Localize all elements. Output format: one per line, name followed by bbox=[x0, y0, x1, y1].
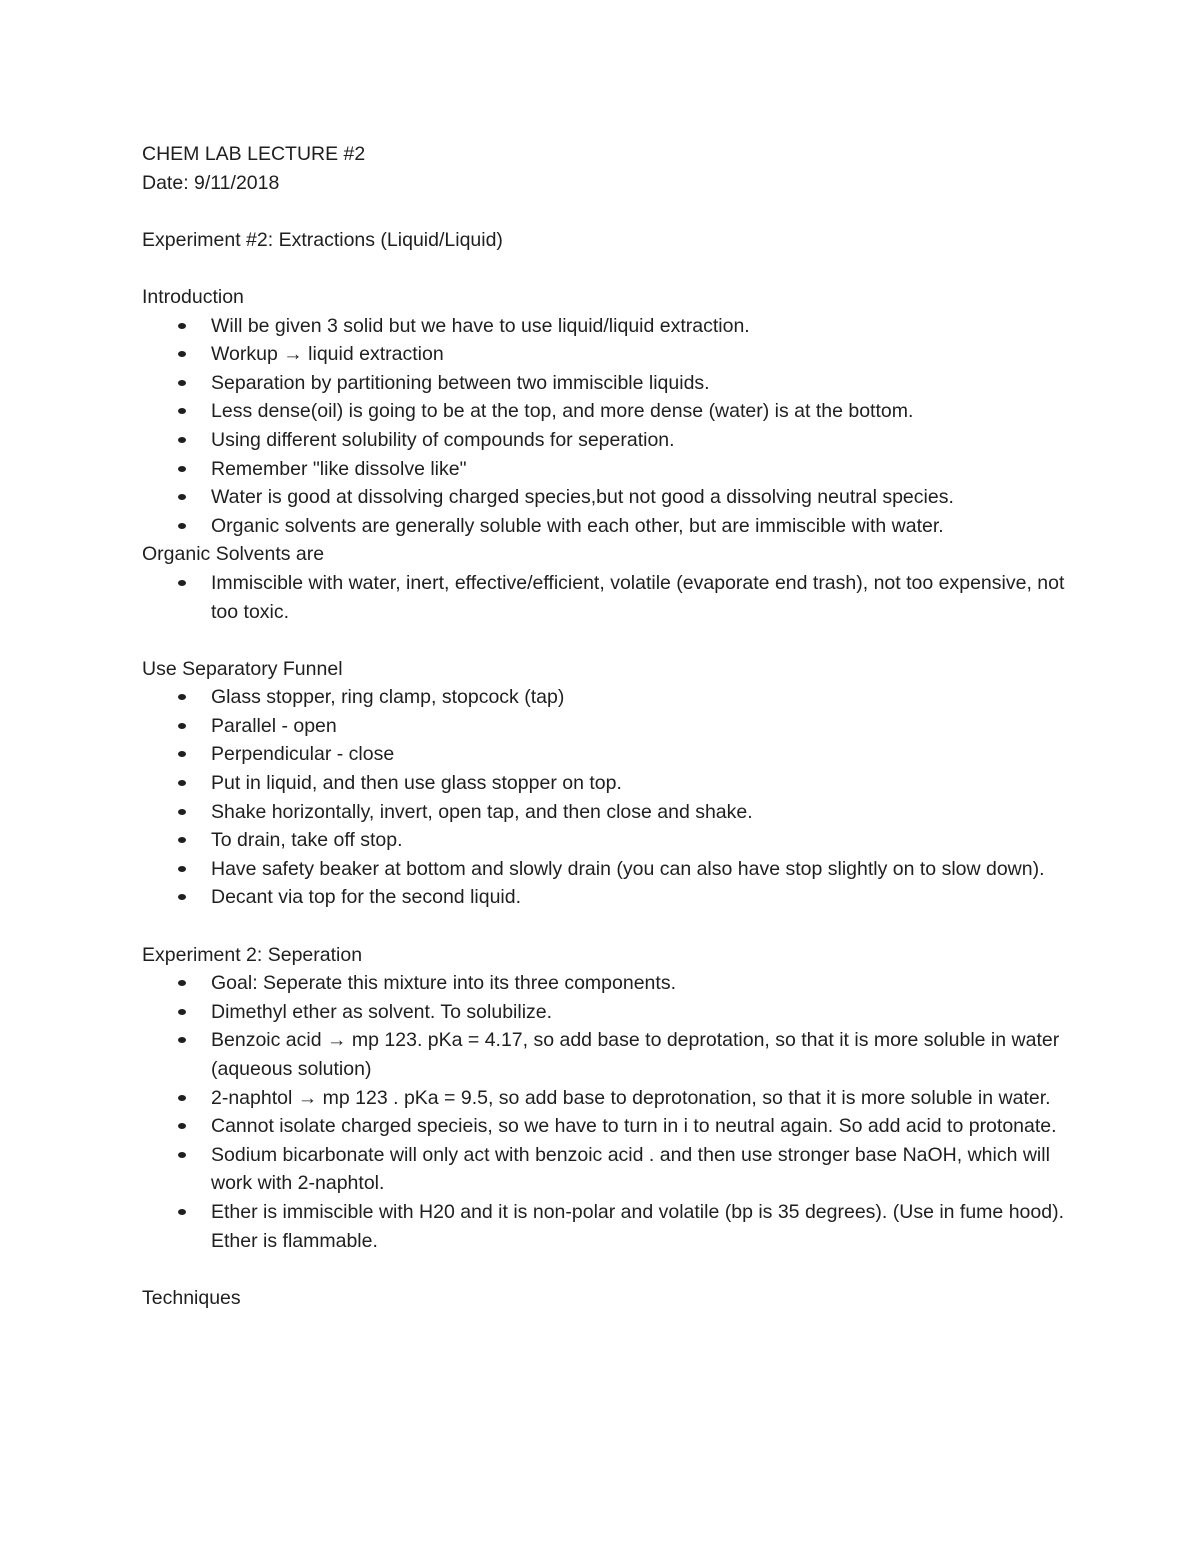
list-item: Benzoic acid → mp 123. pKa = 4.17, so add base to deprotation, so that it is more soluble in water (aqueous solution) bbox=[142, 1026, 1082, 1083]
separatory-funnel-list bbox=[142, 683, 1082, 912]
list-item: 2-naphtol → mp 123 . pKa = 9.5, so add base to deprotonation, so that it is more soluble in water. bbox=[142, 1084, 1082, 1113]
organic-solvents-heading: Organic Solvents are bbox=[142, 543, 325, 566]
list-item: Dimethyl ether as solvent. To solubilize. bbox=[142, 998, 1082, 1027]
bullet-icon bbox=[178, 466, 186, 472]
bullet-icon bbox=[178, 351, 186, 357]
list-item: Parallel - open bbox=[142, 712, 1082, 741]
bullet-icon bbox=[178, 1123, 186, 1129]
spacer bbox=[142, 1255, 1082, 1284]
bullet-icon bbox=[178, 580, 186, 586]
techniques-heading: Techniques bbox=[142, 1286, 241, 1309]
list-item: Put in liquid, and then use glass stopper on top. bbox=[142, 769, 1082, 798]
document-page bbox=[142, 140, 1082, 1312]
spacer bbox=[142, 254, 1082, 283]
bullet-icon bbox=[178, 523, 186, 529]
bullet-icon bbox=[178, 894, 186, 900]
bullet-icon bbox=[178, 437, 186, 443]
bullet-icon bbox=[178, 1009, 186, 1015]
list-item: Shake horizontally, invert, open tap, and then close and shake. bbox=[142, 798, 1082, 827]
document-date: Date: 9/11/2018 bbox=[142, 171, 280, 194]
experiment-separation-list bbox=[142, 969, 1082, 1255]
introduction-heading: Introduction bbox=[142, 285, 244, 308]
introduction-list bbox=[142, 312, 1082, 541]
list-item: Will be given 3 solid but we have to use liquid/liquid extraction. bbox=[142, 312, 1082, 341]
bullet-icon bbox=[178, 494, 186, 500]
bullet-icon bbox=[178, 1209, 186, 1215]
bullet-icon bbox=[178, 323, 186, 329]
bullet-icon bbox=[178, 751, 186, 757]
bullet-icon bbox=[178, 723, 186, 729]
list-item: Cannot isolate charged specieis, so we have to turn in i to neutral again. So add acid to protonate. bbox=[142, 1112, 1082, 1141]
list-item: Glass stopper, ring clamp, stopcock (tap) bbox=[142, 683, 1082, 712]
list-item: Workup → liquid extraction bbox=[142, 340, 1082, 369]
bullet-icon bbox=[178, 780, 186, 786]
bullet-icon bbox=[178, 408, 186, 414]
spacer bbox=[142, 197, 1082, 226]
list-item: Goal: Seperate this mixture into its three components. bbox=[142, 969, 1082, 998]
list-item: Water is good at dissolving charged species,but not good a dissolving neutral species. bbox=[142, 483, 1082, 512]
list-item: Ether is immiscible with H20 and it is non-polar and volatile (bp is 35 degrees). (Use in fume hood). Ether is flammable. bbox=[142, 1198, 1082, 1255]
list-item: Have safety beaker at bottom and slowly drain (you can also have stop slightly on to slow down). bbox=[142, 855, 1082, 884]
list-item: Immiscible with water, inert, effective/efficient, volatile (evaporate end trash), not too expensive, not too toxic. bbox=[142, 569, 1082, 626]
spacer bbox=[142, 626, 1082, 655]
list-item: Organic solvents are generally soluble with each other, but are immiscible with water. bbox=[142, 512, 1082, 541]
bullet-icon bbox=[178, 1095, 186, 1101]
list-item: Decant via top for the second liquid. bbox=[142, 883, 1082, 912]
organic-solvents-list bbox=[142, 569, 1082, 626]
list-item: Separation by partitioning between two immiscible liquids. bbox=[142, 369, 1082, 398]
list-item: Remember "like dissolve like" bbox=[142, 455, 1082, 484]
bullet-icon bbox=[178, 866, 186, 872]
document-title: CHEM LAB LECTURE #2 bbox=[142, 143, 366, 165]
list-item: Sodium bicarbonate will only act with benzoic acid . and then use stronger base NaOH, which will work with 2-naphtol. bbox=[142, 1141, 1082, 1198]
bullet-icon bbox=[178, 809, 186, 815]
spacer bbox=[142, 912, 1082, 941]
bullet-icon bbox=[178, 694, 186, 700]
bullet-icon bbox=[178, 1037, 186, 1043]
separatory-funnel-heading: Use Separatory Funnel bbox=[142, 657, 343, 680]
list-item: Perpendicular - close bbox=[142, 740, 1082, 769]
bullet-icon bbox=[178, 380, 186, 386]
experiment-heading: Experiment #2: Extractions (Liquid/Liquid) bbox=[142, 228, 503, 251]
bullet-icon bbox=[178, 1152, 186, 1158]
list-item: Using different solubility of compounds for seperation. bbox=[142, 426, 1082, 455]
list-item: To drain, take off stop. bbox=[142, 826, 1082, 855]
bullet-icon bbox=[178, 837, 186, 843]
list-item: Less dense(oil) is going to be at the top, and more dense (water) is at the bottom. bbox=[142, 397, 1082, 426]
experiment-separation-heading: Experiment 2: Seperation bbox=[142, 943, 363, 966]
bullet-icon bbox=[178, 980, 186, 986]
